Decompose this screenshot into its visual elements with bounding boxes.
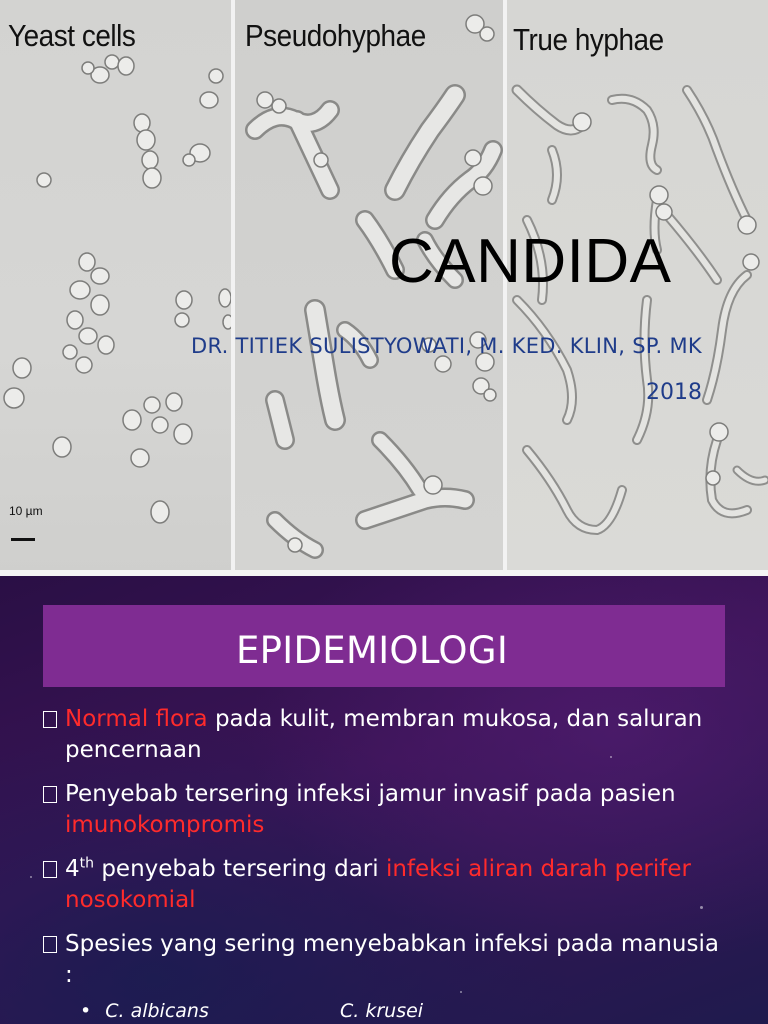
bullet-item	[43, 854, 733, 916]
title-band	[43, 605, 725, 687]
scale-bar-label: 10 µm	[9, 504, 43, 518]
species-item: C. krusei	[340, 1000, 424, 1022]
author-name: DR. TITIEK SULISTYOWATI, M. KED. KLIN, SP. MK	[190, 334, 702, 358]
slide-title: EPIDEMIOLOGI	[236, 629, 509, 672]
bullet-box-icon	[43, 786, 57, 803]
true-hyphae-label: True hyphae	[513, 22, 664, 57]
bullet-text: 4	[65, 856, 80, 882]
highlighted-text: infeksi aliran darah perifer nosokomial	[65, 856, 691, 913]
scale-bar	[11, 538, 35, 541]
bullet-text: Penyebab tersering infeksi jamur invasif pada pasien	[65, 781, 676, 807]
bullet-box-icon	[43, 711, 57, 728]
bullet-text: th	[79, 855, 95, 872]
bullet-text: penyebab tersering dari	[94, 856, 386, 882]
yeast-cells-image	[0, 0, 231, 576]
bullet-list	[43, 704, 733, 1004]
bullet-item	[43, 704, 733, 766]
yeast-cells-label: Yeast cells	[8, 18, 136, 53]
epidemiology-slide	[0, 576, 768, 1024]
highlighted-text: imunokompromis	[65, 812, 265, 838]
bullet-box-icon	[43, 861, 57, 878]
bullet-item	[43, 779, 733, 841]
slide-title: CANDIDA	[389, 227, 672, 296]
year-label: 2018	[646, 380, 702, 405]
species-item: • C. albicans	[80, 1000, 209, 1022]
bullet-box-icon	[43, 936, 57, 953]
highlighted-text: Normal flora	[65, 706, 208, 732]
bullet-item	[43, 929, 733, 991]
pseudohyphae-label: Pseudohyphae	[245, 18, 426, 53]
bullet-text: pada kulit, membran mukosa, dan saluran pencernaan	[65, 706, 703, 763]
star-decoration	[30, 876, 32, 878]
bullet-text: Spesies yang sering menyebabkan infeksi pada manusia :	[65, 931, 719, 988]
